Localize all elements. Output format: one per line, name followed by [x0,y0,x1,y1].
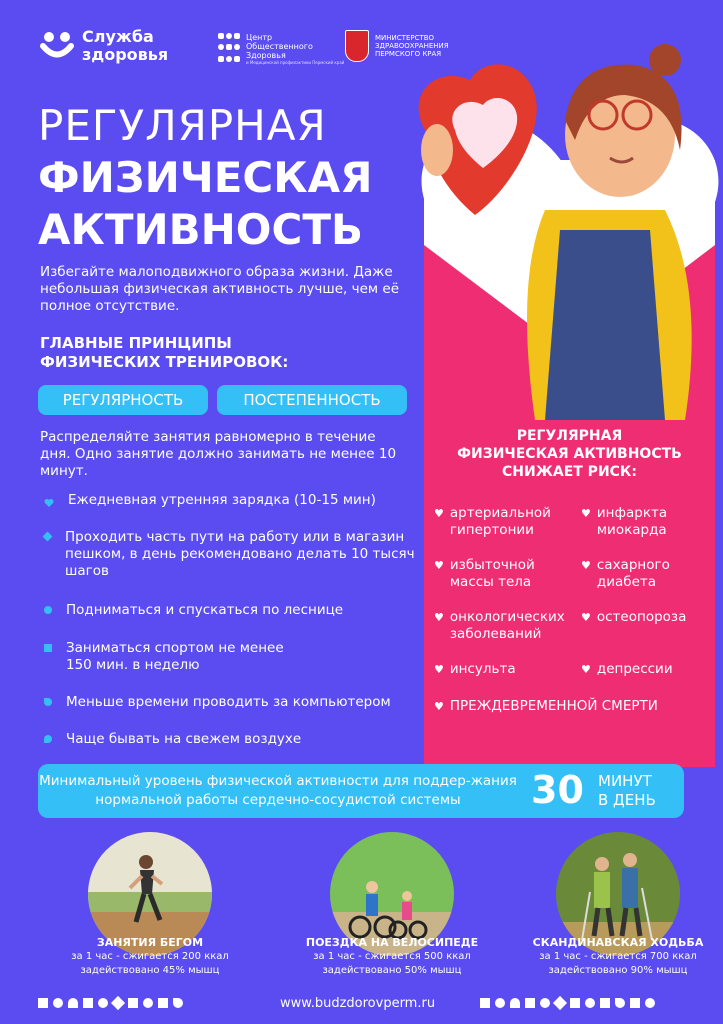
risk-title-line1: РЕГУЛЯРНАЯ [516,428,623,444]
risk-text: артериальной гипертонии [449,505,551,538]
leaf-bullet-icon [44,735,52,743]
center-grid-icon [218,33,240,65]
center-logo-line3: Здоровья [246,51,286,60]
activity-kcal: за 1 час - сжигается 500 ккал [313,951,471,962]
title-line2: ФИЗИЧЕСКАЯ [38,153,373,202]
banner-number: 30 [531,768,584,812]
list-item [44,694,424,711]
risk-item-full [434,698,704,715]
heart-icon: ♥ [581,663,591,676]
banner-unit [598,772,656,810]
heart-bullet-icon [44,496,54,506]
bullet-text: Меньше времени проводить за компьютером [66,694,391,710]
ministry-line2: ЗДРАВООХРАНЕНИЯ [375,42,449,50]
footer-url[interactable]: www.budzdorovperm.ru [280,996,436,1011]
list-item [44,640,304,674]
risk-text: депрессии [596,661,673,677]
distribute-text: Распределяйте занятия равномерно в течение дня. Одно занятие должно занимать не менее 10 минут. [40,429,397,479]
risk-text: сахарного диабета [596,557,670,590]
girl-with-heart-illustration [415,40,715,420]
risk-item [581,557,701,591]
risk-item [581,609,701,626]
ministry-line1: МИНИСТЕРСТВО [375,34,435,42]
activity-muscles: задействовано 90% мышц [548,965,688,976]
risk-item [581,505,701,539]
banner-text: Минимальный уровень физической активности для поддер-жания нормальной работы сердечно-сосудистой системы [39,773,517,808]
activity-kcal: за 1 час - сжигается 700 ккал [539,951,697,962]
heart-icon: ♥ [581,611,591,624]
heart-icon: ♥ [434,611,444,624]
activity-cycling [282,936,502,978]
title-line3: АКТИВНОСТЬ [38,205,363,254]
heart-logo-icon [40,31,74,61]
risk-item [434,609,579,643]
intro-text: Избегайте малоподвижного образа жизни. Даже небольшая физическая активность лучше, чем её полное отсутствие. [40,264,399,314]
activity-running [40,936,260,978]
banner-unit-line1: МИНУТ [598,772,652,790]
diamond-bullet-icon [43,532,53,542]
heart-icon: ♥ [434,507,444,520]
activity-kcal: за 1 час - сжигается 200 ккал [71,951,229,962]
list-item [44,602,424,619]
square-bullet-icon [44,644,52,652]
risk-title-line3: СНИЖАЕТ РИСК: [502,464,637,480]
risk-item [434,661,574,678]
center-logo [218,33,344,65]
coat-of-arms-icon [345,30,369,62]
circle-bullet-icon [44,606,52,614]
footer-shapes-left [38,998,183,1008]
heart-icon: ♥ [581,507,591,520]
bullet-text: Заниматься спортом не менее 150 мин. в неделю [66,640,284,673]
risk-title-line2: ФИЗИЧЕСКАЯ АКТИВНОСТЬ [457,446,682,462]
list-item [44,529,424,580]
ministry-line3: ПЕРМСКОГО КРАЯ [375,50,442,58]
heart-icon: ♥ [434,559,444,572]
risk-text: инсульта [449,661,516,677]
activity-muscles: задействовано 45% мышц [80,965,220,976]
heart-icon: ♥ [581,559,591,572]
minimum-activity-banner [38,764,684,818]
service-logo-line2: здоровья [82,45,169,64]
risk-text: онкологических заболеваний [449,609,565,642]
service-logo-line1: Служба [82,27,154,46]
risk-text: ПРЕЖДЕВРЕМЕННОЙ СМЕРТИ [449,698,658,714]
title-line1: РЕГУЛЯРНАЯ [38,101,327,150]
center-logo-line2: Общественного [246,42,313,51]
bullet-text: Проходить часть пути на работу или в магазин пешком, в день рекомендовано делать 10 тысяч шагов [65,529,415,579]
bullet-text: Чаще бывать на свежем воздухе [66,731,302,747]
activity-muscles: задействовано 50% мышц [322,965,462,976]
drop-bullet-icon [44,698,52,706]
activity-title: ЗАНЯТИЯ БЕГОМ [96,936,204,949]
list-item [44,492,424,509]
activity-nordic-walking [508,936,723,978]
principles-line1: ГЛАВНЫЕ ПРИНЦИПЫ [40,334,232,352]
risk-text: избыточной массы тела [449,557,535,590]
footer-shapes-right [480,998,655,1008]
risk-item [434,505,574,539]
center-logo-sub: и Медицинской профилактики Пермский край [246,60,345,65]
risk-title [424,427,715,481]
bullet-text: Подниматься и спускаться по леснице [66,602,344,618]
center-logo-line1: Центр [246,33,273,42]
list-item [44,731,424,748]
heart-icon: ♥ [434,700,444,713]
pill-gradualness: ПОСТЕПЕННОСТЬ [217,385,407,415]
service-logo [40,28,168,64]
page-title [38,100,372,256]
heart-icon: ♥ [434,663,444,676]
principles-heading [40,334,288,372]
bullet-text: Ежедневная утренняя зарядка (10-15 мин) [68,492,376,508]
risk-text: инфаркта миокарда [596,505,668,538]
risk-text: остеопороза [596,609,687,625]
risk-item [434,557,574,591]
banner-unit-line2: В ДЕНЬ [598,791,656,809]
principles-line2: ФИЗИЧЕСКИХ ТРЕНИРОВОК: [40,353,289,371]
activity-title: СКАНДИНАВСКАЯ ХОДЬБА [532,936,704,949]
activity-title: ПОЕЗДКА НА ВЕЛОСИПЕДЕ [305,936,479,949]
pill-regularity: РЕГУЛЯРНОСТЬ [38,385,208,415]
risk-item [581,661,701,678]
